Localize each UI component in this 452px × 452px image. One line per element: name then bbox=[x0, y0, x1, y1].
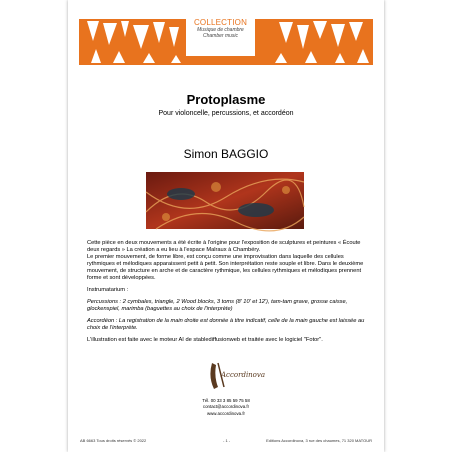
collection-title: COLLECTION bbox=[193, 18, 248, 27]
footer-publisher: Editions Accordinova, 3 rue des chaumes, 71 320 MATOUR bbox=[266, 438, 372, 443]
piece-subtitle: Pour violoncelle, percussions, et accordéon bbox=[158, 110, 294, 117]
illustration-credit: L'illustration est faite avec le moteur AI de stablediffusionweb et traitée avec le logiciel "Fotor". bbox=[87, 337, 323, 343]
contact-block bbox=[68, 398, 384, 417]
logo-text: Accordinova bbox=[221, 371, 266, 379]
page-number: - 1 - bbox=[223, 438, 231, 443]
composer-name: Simon BAGGIO bbox=[183, 147, 269, 161]
contact-phone: Tél. 00 33 3 85 59 75 58 bbox=[202, 398, 250, 403]
accordion-note: Accordéon : La registration de la main droite est donnée à titre indicatif, celle de la main gauche est laissée au choix de l'interprète. bbox=[87, 318, 365, 331]
piece-title: Protoplasme bbox=[186, 92, 266, 107]
contact-website[interactable]: www.accordinova.fr bbox=[206, 410, 246, 416]
percussion-list: Percussions : 2 cymbales, triangle, 2 Wood blocks, 3 toms (8' 10' et 12'), tam-tam grave, grosse caisse, glockenspiel, marimba (baguettes au choix de l'interprète) bbox=[87, 299, 348, 312]
description bbox=[87, 240, 369, 349]
cover-illustration bbox=[146, 172, 304, 229]
collection-subtitle-en: Chamber music bbox=[202, 33, 238, 39]
contact-email[interactable]: contact@accordinova.fr bbox=[202, 404, 250, 410]
footer-rights: AB 6663 Tous droits réservés © 2022 bbox=[80, 438, 147, 443]
score-cover-page bbox=[68, 0, 384, 452]
description-intro: Cette pièce en deux mouvements a été écrite à l'origine pour l'exposition de sculptures et peintures « Écoute deux regards » La création a eu lieu à l'espace Malraux à Chambéry. bbox=[87, 240, 361, 253]
collection-subtitle-fr: Musique de chambre bbox=[197, 27, 244, 33]
instrumentarium-heading: Instrumatarium : bbox=[87, 287, 129, 293]
description-movements: Le premier mouvement, de forme libre, est conçu comme une improvisation dans laquelle des cellules rythmiques et mélodiques apparaissent petit à petit. Son interprétation reste souple et libre. Dans le deuxième mouvement, de structure en arche et de caractère rythmique, les cellules rythmiques et mélodiques prennent forme et sont développées. bbox=[87, 254, 364, 281]
collection-label-box bbox=[186, 16, 255, 56]
accordinova-logo bbox=[204, 355, 266, 395]
